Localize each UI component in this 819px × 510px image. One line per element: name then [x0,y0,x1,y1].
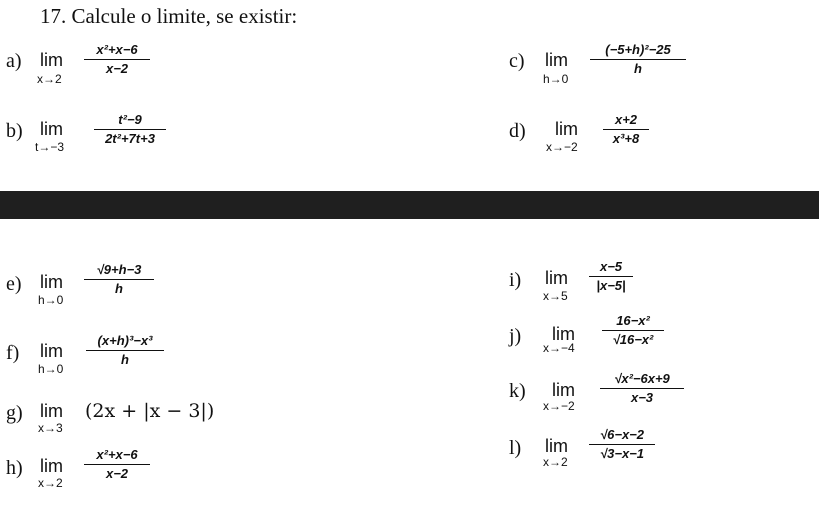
limit-subscript: x→−4 [543,341,575,355]
denominator: x−3 [630,389,654,405]
problem-label: j) [509,325,522,347]
denominator: |x−5| [596,277,626,293]
denominator: x³+8 [612,130,640,146]
lim-operator: lim [555,119,578,139]
denominator: x−2 [105,60,129,76]
fraction [589,259,633,293]
numerator: x²+x−6 [96,42,138,57]
lim-operator: lim [552,380,575,400]
fraction-bar [589,276,633,277]
limit-subscript: x→2 [37,72,62,86]
lim-operator: lim [40,401,63,421]
denominator: √3−x−1 [599,445,644,461]
redaction-band [0,191,819,219]
fraction [600,371,684,405]
limit-subscript: h→0 [543,72,569,86]
numerator: x+2 [614,112,638,127]
numerator: (x+h)³−x³ [97,333,153,348]
fraction-bar [84,464,150,465]
lim-operator: lim [40,119,63,139]
problem-label: i) [509,269,522,291]
lim-operator: lim [552,324,575,344]
problem-label: d) [509,120,526,142]
numerator: x²+x−6 [96,447,138,462]
lim-operator: lim [40,456,63,476]
problem-label: g) [6,402,23,424]
limit-subscript: x→3 [38,421,63,435]
fraction [84,447,150,481]
fraction-bar [589,444,655,445]
fraction [589,427,655,461]
fraction-bar [602,330,664,331]
fraction-bar [603,129,649,130]
problem-label: l) [509,437,522,459]
fraction-bar [86,350,164,351]
problem-label: c) [509,50,525,72]
fraction [84,42,150,76]
numerator: √x²−6x+9 [614,371,670,386]
lim-operator: lim [545,436,568,456]
lim-operator: lim [40,50,63,70]
fraction-bar [84,279,154,280]
problem-label: h) [6,457,23,479]
fraction [86,333,164,367]
lim-operator: lim [545,268,568,288]
numerator: 16−x² [616,313,650,328]
numerator: √6−x−2 [599,427,644,442]
limit-subscript: x→−2 [543,399,575,413]
problem-label: k) [509,380,526,402]
denominator: 2t²+7t+3 [105,130,155,146]
limit-subscript: x→2 [543,455,568,469]
limit-subscript: h→0 [38,362,64,376]
denominator: h [115,280,123,296]
denominator: h [121,351,129,367]
exercise-title: 17. Calcule o limite, se existir: [40,4,298,28]
numerator: x−5 [599,259,623,274]
fraction-bar [94,129,166,130]
numerator: √9+h−3 [96,262,142,277]
limit-subscript: x→5 [543,289,568,303]
numerator: t²−9 [118,112,142,127]
limit-subscript: x→−2 [546,140,578,154]
fraction [84,262,154,296]
denominator: √16−x² [612,331,654,347]
problem-label: b) [6,120,23,142]
fraction [94,112,166,146]
problem-label: a) [6,50,22,72]
limit-subscript: x→2 [38,476,63,490]
problem-label: e) [6,273,22,295]
denominator: x−2 [105,465,129,481]
problem-label: f) [6,342,20,364]
limit-expression: (2x + |x − 3|) [85,400,215,422]
lim-operator: lim [545,50,568,70]
lim-operator: lim [40,272,63,292]
fraction-bar [84,59,150,60]
fraction [602,313,664,347]
numerator: (−5+h)²−25 [605,42,671,57]
limit-subscript: t→−3 [35,140,65,154]
limit-subscript: h→0 [38,293,64,307]
denominator: h [634,60,642,76]
fraction-bar [590,59,686,60]
lim-operator: lim [40,341,63,361]
fraction [603,112,649,146]
fraction-bar [600,388,684,389]
fraction [590,42,686,76]
